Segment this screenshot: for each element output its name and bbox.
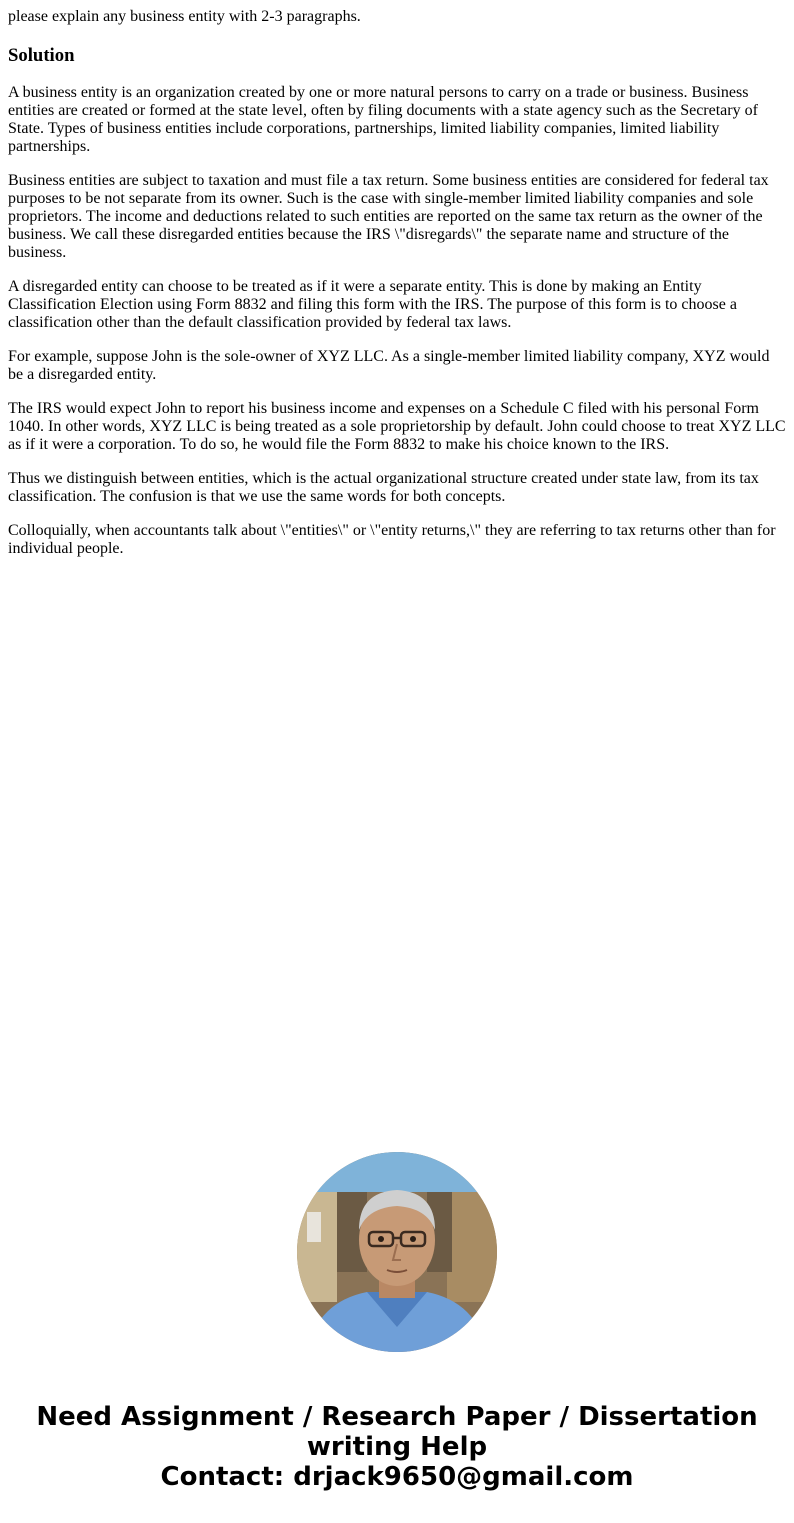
- promo-banner: [0, 1402, 794, 1492]
- question-text: please explain any business entity with 2-3 paragraphs.: [8, 8, 361, 25]
- solution-paragraph: Business entities are subject to taxation and must file a tax return. Some business entities are considered for federal tax purposes to be not separate from its owner. Such is the case with single-member limited liability companies and sole proprietors. The income and deductions related to such entities are reported on the same tax return as the owner of the business. We call these disregarded entities because the IRS \"disregards\" the separate name and structure of the business.: [8, 172, 769, 261]
- promo-line: writing Help: [306, 1432, 488, 1462]
- promo-line: Need Assignment / Research Paper / Dissertation: [36, 1402, 758, 1432]
- avatar: [297, 1152, 497, 1352]
- person-portrait-icon: [297, 1152, 497, 1352]
- solution-heading: Solution: [8, 45, 75, 66]
- solution-paragraph: For example, suppose John is the sole-owner of XYZ LLC. As a single-member limited liability company, XYZ would be a disregarded entity.: [8, 348, 770, 383]
- promo-contact: Contact: drjack9650@gmail.com: [160, 1462, 634, 1492]
- solution-paragraph: Colloquially, when accountants talk about \"entities\" or \"entity returns,\" they are referring to tax returns other than for individual people.: [8, 522, 776, 557]
- solution-paragraph: A business entity is an organization created by one or more natural persons to carry on a trade or business. Business entities are created or formed at the state level, often by filing documents with a state agency such as the Secretary of State. Types of business entities include corporations, partnerships, limited liability companies, limited liability partnerships.: [8, 84, 758, 155]
- solution-paragraph: A disregarded entity can choose to be treated as if it were a separate entity. This is done by making an Entity Classification Election using Form 8832 and filing this form with the IRS. The purpose of this form is to choose a classification other than the default classification provided by federal tax laws.: [8, 278, 737, 331]
- solution-paragraph: Thus we distinguish between entities, which is the actual organizational structure created under state law, from its tax classification. The confusion is that we use the same words for both concepts.: [8, 470, 759, 505]
- solution-paragraph: The IRS would expect John to report his business income and expenses on a Schedule C filed with his personal Form 1040. In other words, XYZ LLC is being treated as a sole proprietorship by default. John could choose to treat XYZ LLC as if it were a corporation. To do so, he would file the Form 8832 to make his choice known to the IRS.: [8, 400, 786, 453]
- document-body: [8, 8, 788, 558]
